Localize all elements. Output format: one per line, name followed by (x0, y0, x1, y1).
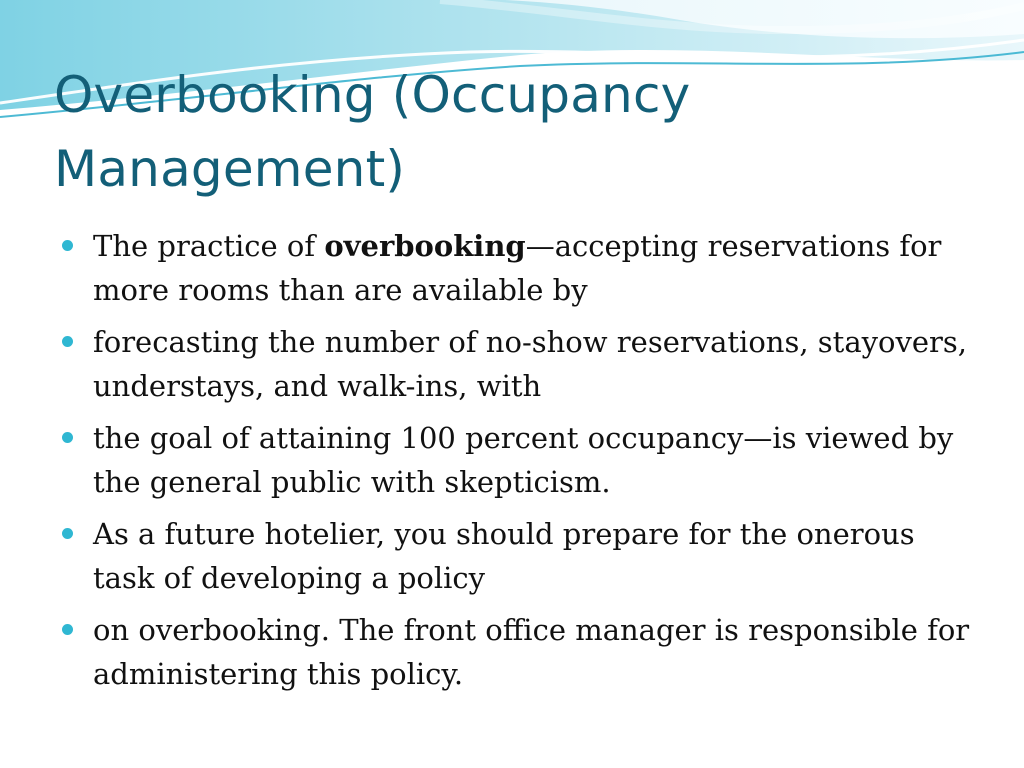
bullet-text: the goal of attaining 100 percent occupancy—is viewed by the general public with skepticism. (93, 421, 954, 499)
bullet-item (62, 224, 982, 312)
bullet-text: forecasting the number of no-show reservations, stayovers, understays, and walk-ins, with (93, 325, 967, 403)
bullet-dot-icon (62, 528, 73, 539)
bullet-dot-icon (62, 432, 73, 443)
bullet-item (62, 416, 982, 504)
bullet-text: on overbooking. The front office manager is responsible for administering this policy. (93, 613, 970, 691)
bullet-dot-icon (62, 624, 73, 635)
bullet-item (62, 512, 982, 600)
slide-title: Overbooking (Occupancy Management) (54, 66, 691, 198)
bullet-dot-icon (62, 240, 73, 251)
bold-term-overbooking: overbooking (324, 229, 526, 263)
bullet-item (62, 608, 982, 696)
bullet-dot-icon (62, 336, 73, 347)
bullet-list (62, 224, 982, 704)
bullet-item (62, 320, 982, 408)
bullet-text-intro: The practice of (93, 229, 325, 263)
bullet-text-continuation: —accepting reservations for more rooms than are available by (93, 229, 942, 307)
bullet-text: As a future hotelier, you should prepare for the onerous task of developing a policy (93, 517, 915, 595)
